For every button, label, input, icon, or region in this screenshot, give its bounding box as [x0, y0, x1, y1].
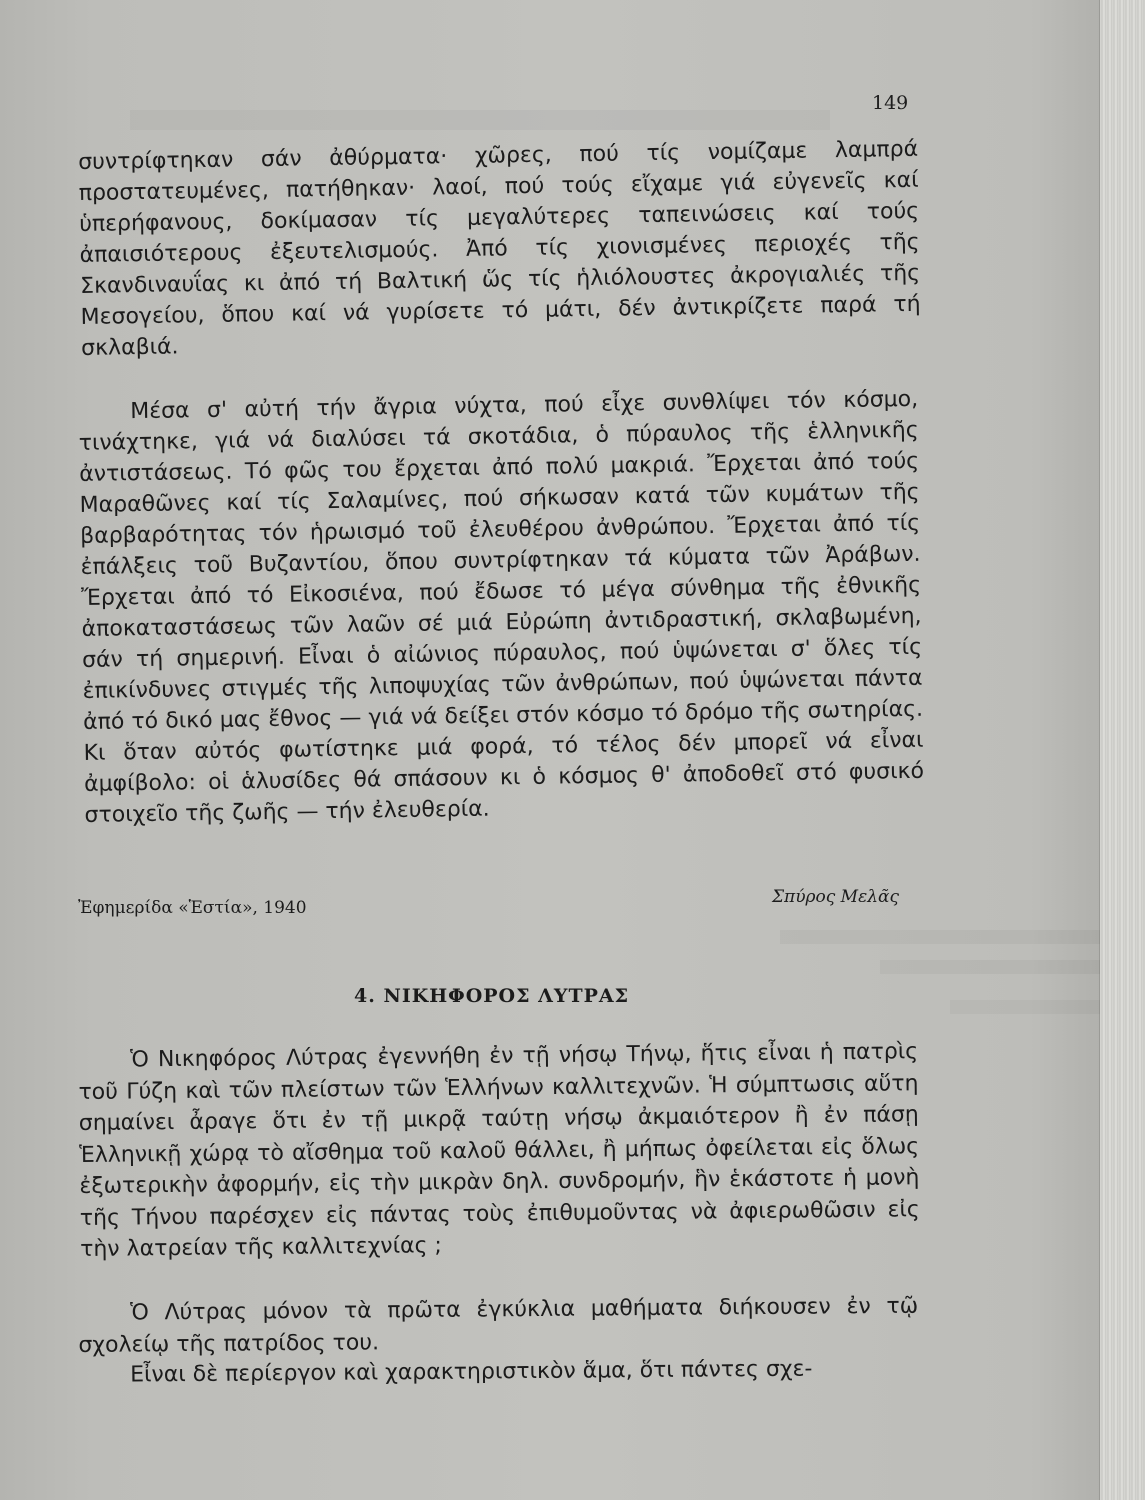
- essay-paragraph: Μέσα σ' αὐτή τήν ἄγρια νύχτα, πού εἶχε συνθλίψει τόν κόσμο, τινάχτηκε, γιά νά διαλύσει τά σκοτάδια, ὁ πύραυλος τῆς ἑλληνικῆς ἀντιστάσεως. Τό φῶς του ἔρχεται ἀπό πολύ μακριά. Ἔρχεται ἀπό τούς Μαραθῶνες καί τίς Σαλαμίνες, πού σήκωσαν κατά τῶν κυμάτων τῆς βαρβαρότητας τόν ἡρωισμό τοῦ ἐλευθέρου ἀνθρώπου. Ἔρχεται ἀπό τίς ἐπάλξεις τοῦ Βυζαντίου, ὅπου συντρίφτηκαν τά κύματα τῶν Ἀράβων. Ἔρχεται ἀπό τό Εἰκοσιένα, πού ἔδωσε τό μέγα σύνθημα τῆς ἐθνικῆς ἀποκαταστάσεως τῶν λαῶν σέ μιά Εὐρώπη ἀντιδραστική, σκλαβωμένη, σάν τή σημερινή. Εἶναι ὁ αἰώνιος πύραυλος, πού ὑψώνεται σ' ὅλες τίς ἐπικίνδυνες στιγμές τῆς λιποψυχίας τῶν ἀνθρώπων, πού ὑψώνεται πάντα ἀπό τό δικό μας ἔθνος — γιά νά δείξει στόν κόσμο τό δρόμο τῆς σωτηρίας. Κι ὅταν αὐτός φωτίστηκε μιά φορά, τό τέλος δέν μπορεῖ νά εἶναι ἀμφίβολο: οἱ ἁλυσίδες θά σπάσουν κι ὁ κόσμος θ' ἀποδοθεῖ στό φυσικό στοιχεῖο τῆς ζωῆς — τήν ἐλευθερία.: [78, 386, 925, 828]
- show-through: [880, 960, 1100, 974]
- page-edge-stack: [1099, 0, 1145, 1500]
- essay-paragraph: συντρίφτηκαν σάν ἀθύρματα· χῶρες, πού τίς νομίζαμε λαμπρά προστατευμένες, πατήθηκαν· λαοί, πού τούς εἴχαμε γιά εὐγενεῖς καί ὑπερήφανους, δοκίμασαν τίς μεγαλύτερες ταπεινώσεις καί τούς ἀπαισιότερους ἐξευτελισμούς. Ἀπό τίς χιονισμένες περιοχές τῆς Σκανδιναυΐας κι ἀπό τή Βαλτική ὥς τίς ἡλιόλουστες ἀκρογιαλιές τῆς Μεσογείου, ὅπου καί νά γυρίσετε τό μάτι, δέν ἀντικρίζετε παρά τή σκλαβιά.: [78, 136, 921, 361]
- page-number: 149: [872, 92, 909, 114]
- essay-author: Σπύρος Μελᾶς: [772, 887, 899, 907]
- section-paragraph: Εἶναι δὲ περίεργον καὶ χαρακτηριστικὸν ἅμα, ὅτι πάντες σχε-: [130, 1356, 813, 1388]
- section-paragraph: Ὁ Λύτρας μόνον τὰ πρῶτα ἐγκύκλια μαθήματα διήκουσεν ἐν τῷ σχολείῳ τῆς πατρίδος του.: [78, 1293, 919, 1358]
- show-through: [780, 930, 1100, 944]
- essay-source: Ἐφημερίδα «Ἑστία», 1940: [78, 898, 307, 918]
- show-through: [130, 110, 830, 130]
- show-through: [950, 1000, 1100, 1014]
- section-title: 4. ΝΙΚΗΦΟΡΟΣ ΛΥΤΡΑΣ: [354, 985, 630, 1007]
- section-paragraph: Ὁ Νικηφόρος Λύτρας ἐγεννήθη ἐν τῇ νήσῳ Τήνῳ, ἥτις εἶναι ἡ πατρὶς τοῦ Γύζη καὶ τῶν πλείστων τῶν Ἑλλήνων καλλιτεχνῶν. Ἡ σύμπτωσις αὕτη σημαίνει ἆραγε ὅτι ἐν τῇ μικρᾷ ταύτῃ νήσῳ ἀκμαιότερον ἢ ἐν πάσῃ Ἑλληνικῇ χώρᾳ τὸ αἴσθημα τοῦ καλοῦ θάλλει, ἢ μήπως ὀφείλεται εἰς ὅλως ἐξωτερικὴν ἀφορμήν, εἰς τὴν μικρὰν δηλ. συνδρομήν, ἣν ἑκάστοτε ἡ μονὴ τῆς Τήνου παρέσχεν εἰς πάντας τοὺς ἐπιθυμοῦντας νὰ ἀφιερωθῶσιν εἰς τὴν λατρείαν τῆς καλλιτεχνίας ;: [78, 1039, 920, 1262]
